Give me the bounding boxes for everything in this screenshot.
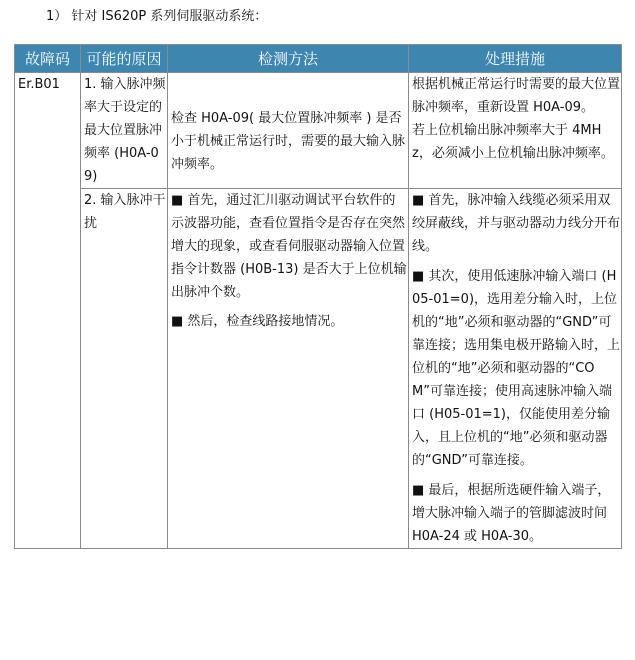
cause-cell: 2. 输入脉冲干扰 <box>81 189 168 549</box>
detection-cell <box>168 73 409 189</box>
header-possible-cause: 可能的原因 <box>81 45 168 73</box>
solution-paragraph: ■ 其次，使用低速脉冲输入端口 (H05-01=0)，选用差分输入时，上位机的“地”必须和驱动器的“GND”可靠连接；选用集电极开路输入时，上位机的“地”必须和驱动器的“COM”可靠连接；使用高速脉冲输入端口 (H05-01=1)，仅能使用差分输入，且上位机的“地”必须和驱动器的“GND”可靠连接。 <box>412 269 621 468</box>
detection-paragraph: ■ 然后，检查线路接地情况。 <box>171 314 344 329</box>
intro-text: 1） 针对 IS620P 系列伺服驱动系统： <box>46 9 268 24</box>
table-header-row <box>15 45 622 73</box>
header-solution: 处理措施 <box>409 45 622 73</box>
solution-paragraph: 若上位机输出脉冲频率大于 4MHz，必须减小上位机输出脉冲频率。 <box>412 123 614 161</box>
solution-paragraph: ■ 最后，根据所选硬件输入端子，增大脉冲输入端子的管脚滤波时间 H0A-24 或 H0A-30。 <box>412 483 611 544</box>
table-row <box>15 189 622 549</box>
detection-paragraph: 检查 H0A-09( 最大位置脉冲频率 ) 是否小于机械正常运行时，需要的最大输入脉冲频率。 <box>171 111 406 172</box>
table-row <box>15 73 622 189</box>
fault-code-cell: Er.B01 <box>15 73 81 549</box>
detection-cell <box>168 189 409 549</box>
header-fault-code: 故障码 <box>15 45 81 73</box>
solution-paragraph: 根据机械正常运行时需要的最大位置脉冲频率，重新设置 H0A-09。 <box>412 77 621 115</box>
cause-cell: 1. 输入脉冲频率大于设定的最大位置脉冲频率 (H0A-09) <box>81 73 168 189</box>
header-detection-method: 检测方法 <box>168 45 409 73</box>
solution-cell <box>409 189 622 549</box>
fault-table <box>14 44 622 549</box>
solution-cell <box>409 73 622 189</box>
detection-paragraph: ■ 首先，通过汇川驱动调试平台软件的示波器功能，查看位置指令是否存在突然增大的现象，或查看伺服驱动器输入位置指令计数器 (H0B-13) 是否大于上位机输出脉冲个数。 <box>171 193 407 300</box>
solution-paragraph: ■ 首先，脉冲输入线缆必须采用双绞屏蔽线，并与驱动器动力线分开布线。 <box>412 193 621 254</box>
